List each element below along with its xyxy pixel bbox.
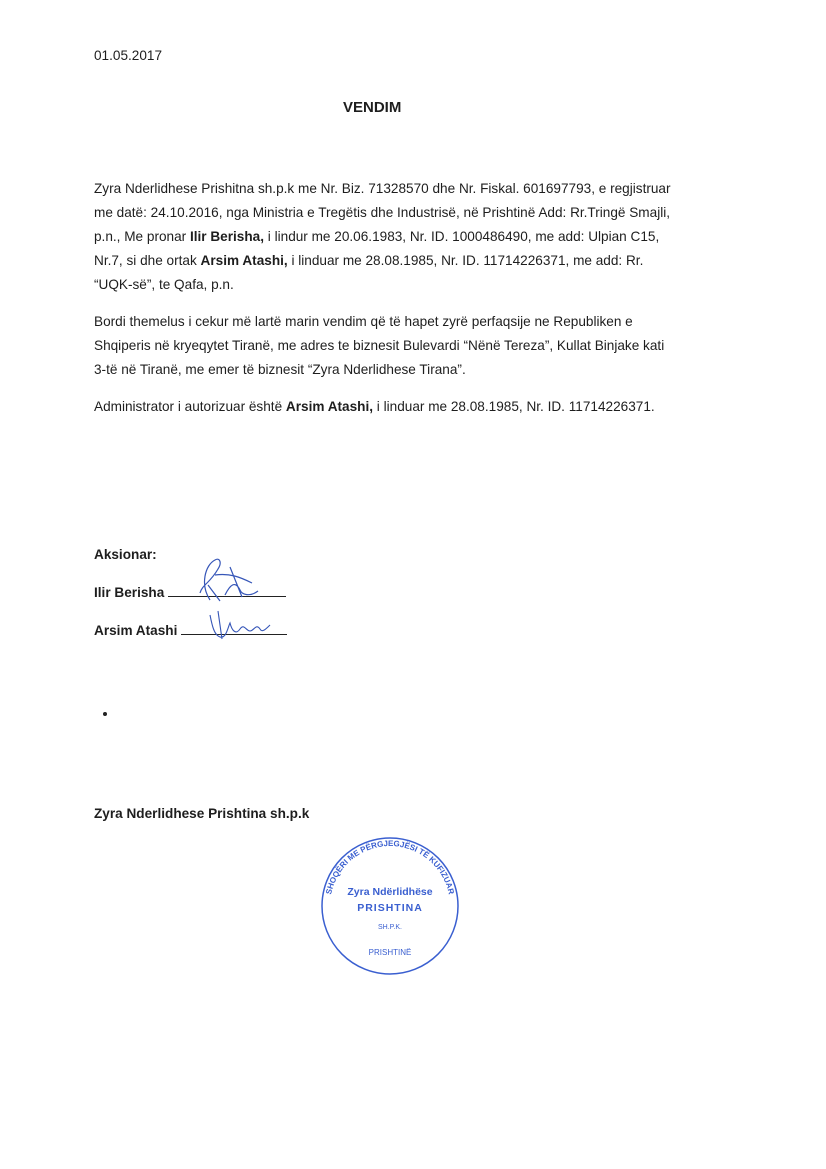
signature-arsim bbox=[200, 605, 290, 645]
text-line: Shqiperis në kryeqytet Tiranë, me adres te biznesit Bulevardi “Nënë Tereza”, Kullat Binjake kati bbox=[94, 338, 665, 353]
company-stamp bbox=[320, 836, 460, 976]
text-line: Bordi themelus i cekur më lartë marin vendim që të hapet zyrë perfaqsije ne Republiken e bbox=[94, 314, 633, 329]
signature-ilir bbox=[180, 555, 270, 605]
administrator-name: Arsim Atashi, bbox=[285, 399, 374, 414]
company-signature-name: Zyra Nderlidhese Prishtina sh.p.k bbox=[94, 806, 310, 821]
stamp-type: SH.P.K. bbox=[378, 924, 402, 931]
ink-dot bbox=[103, 712, 107, 716]
text-line: me datë: 24.10.2016, nga Ministria e Tregëtis dhe Industrisë, në Prishtinë Add: Rr.Tringë Smajli, bbox=[94, 205, 671, 220]
text-line: Zyra Nderlidhese Prishitna sh.p.k me Nr. Biz. 71328570 dhe Nr. Fiskal. 601697793, e regjistruar bbox=[94, 181, 671, 196]
text-line bbox=[94, 253, 643, 268]
stamp-name: Zyra Ndërlidhëse bbox=[347, 886, 433, 898]
stamp-ring-text: SHOQËRI ME PËRGJEGJËSI TË KUFIZUAR bbox=[324, 839, 456, 896]
text: Administrator i autorizuar është bbox=[94, 399, 286, 414]
text-line: “UQK-së”, te Qafa, p.n. bbox=[94, 277, 234, 292]
text-line bbox=[94, 229, 659, 244]
partner-name: Arsim Atashi, bbox=[200, 253, 288, 268]
document-title: VENDIM bbox=[343, 99, 402, 116]
shareholder-name: Arsim Atashi bbox=[94, 623, 178, 638]
text: i linduar me 28.08.1985, Nr. ID. 11714226371, me add: Rr. bbox=[287, 253, 644, 268]
shareholder-name: Ilir Berisha bbox=[94, 585, 165, 600]
stamp-city: PRISHTINË bbox=[368, 948, 412, 957]
shareholders-heading: Aksionar: bbox=[94, 547, 157, 562]
stamp-city-name: PRISHTINA bbox=[357, 902, 423, 914]
paragraph-administrator bbox=[94, 399, 655, 414]
text: i linduar me 28.08.1985, Nr. ID. 11714226371. bbox=[373, 399, 655, 414]
text: Nr.7, si dhe ortak bbox=[94, 253, 201, 268]
text-line: 3-të në Tiranë, me emer të biznesit “Zyra Nderlidhese Tirana”. bbox=[94, 362, 466, 377]
document-date: 01.05.2017 bbox=[94, 48, 163, 63]
text: p.n., Me pronar bbox=[94, 229, 190, 244]
owner-name: Ilir Berisha, bbox=[189, 229, 265, 244]
text: i lindur me 20.06.1983, Nr. ID. 1000486490, me add: Ulpian C15, bbox=[264, 229, 660, 244]
